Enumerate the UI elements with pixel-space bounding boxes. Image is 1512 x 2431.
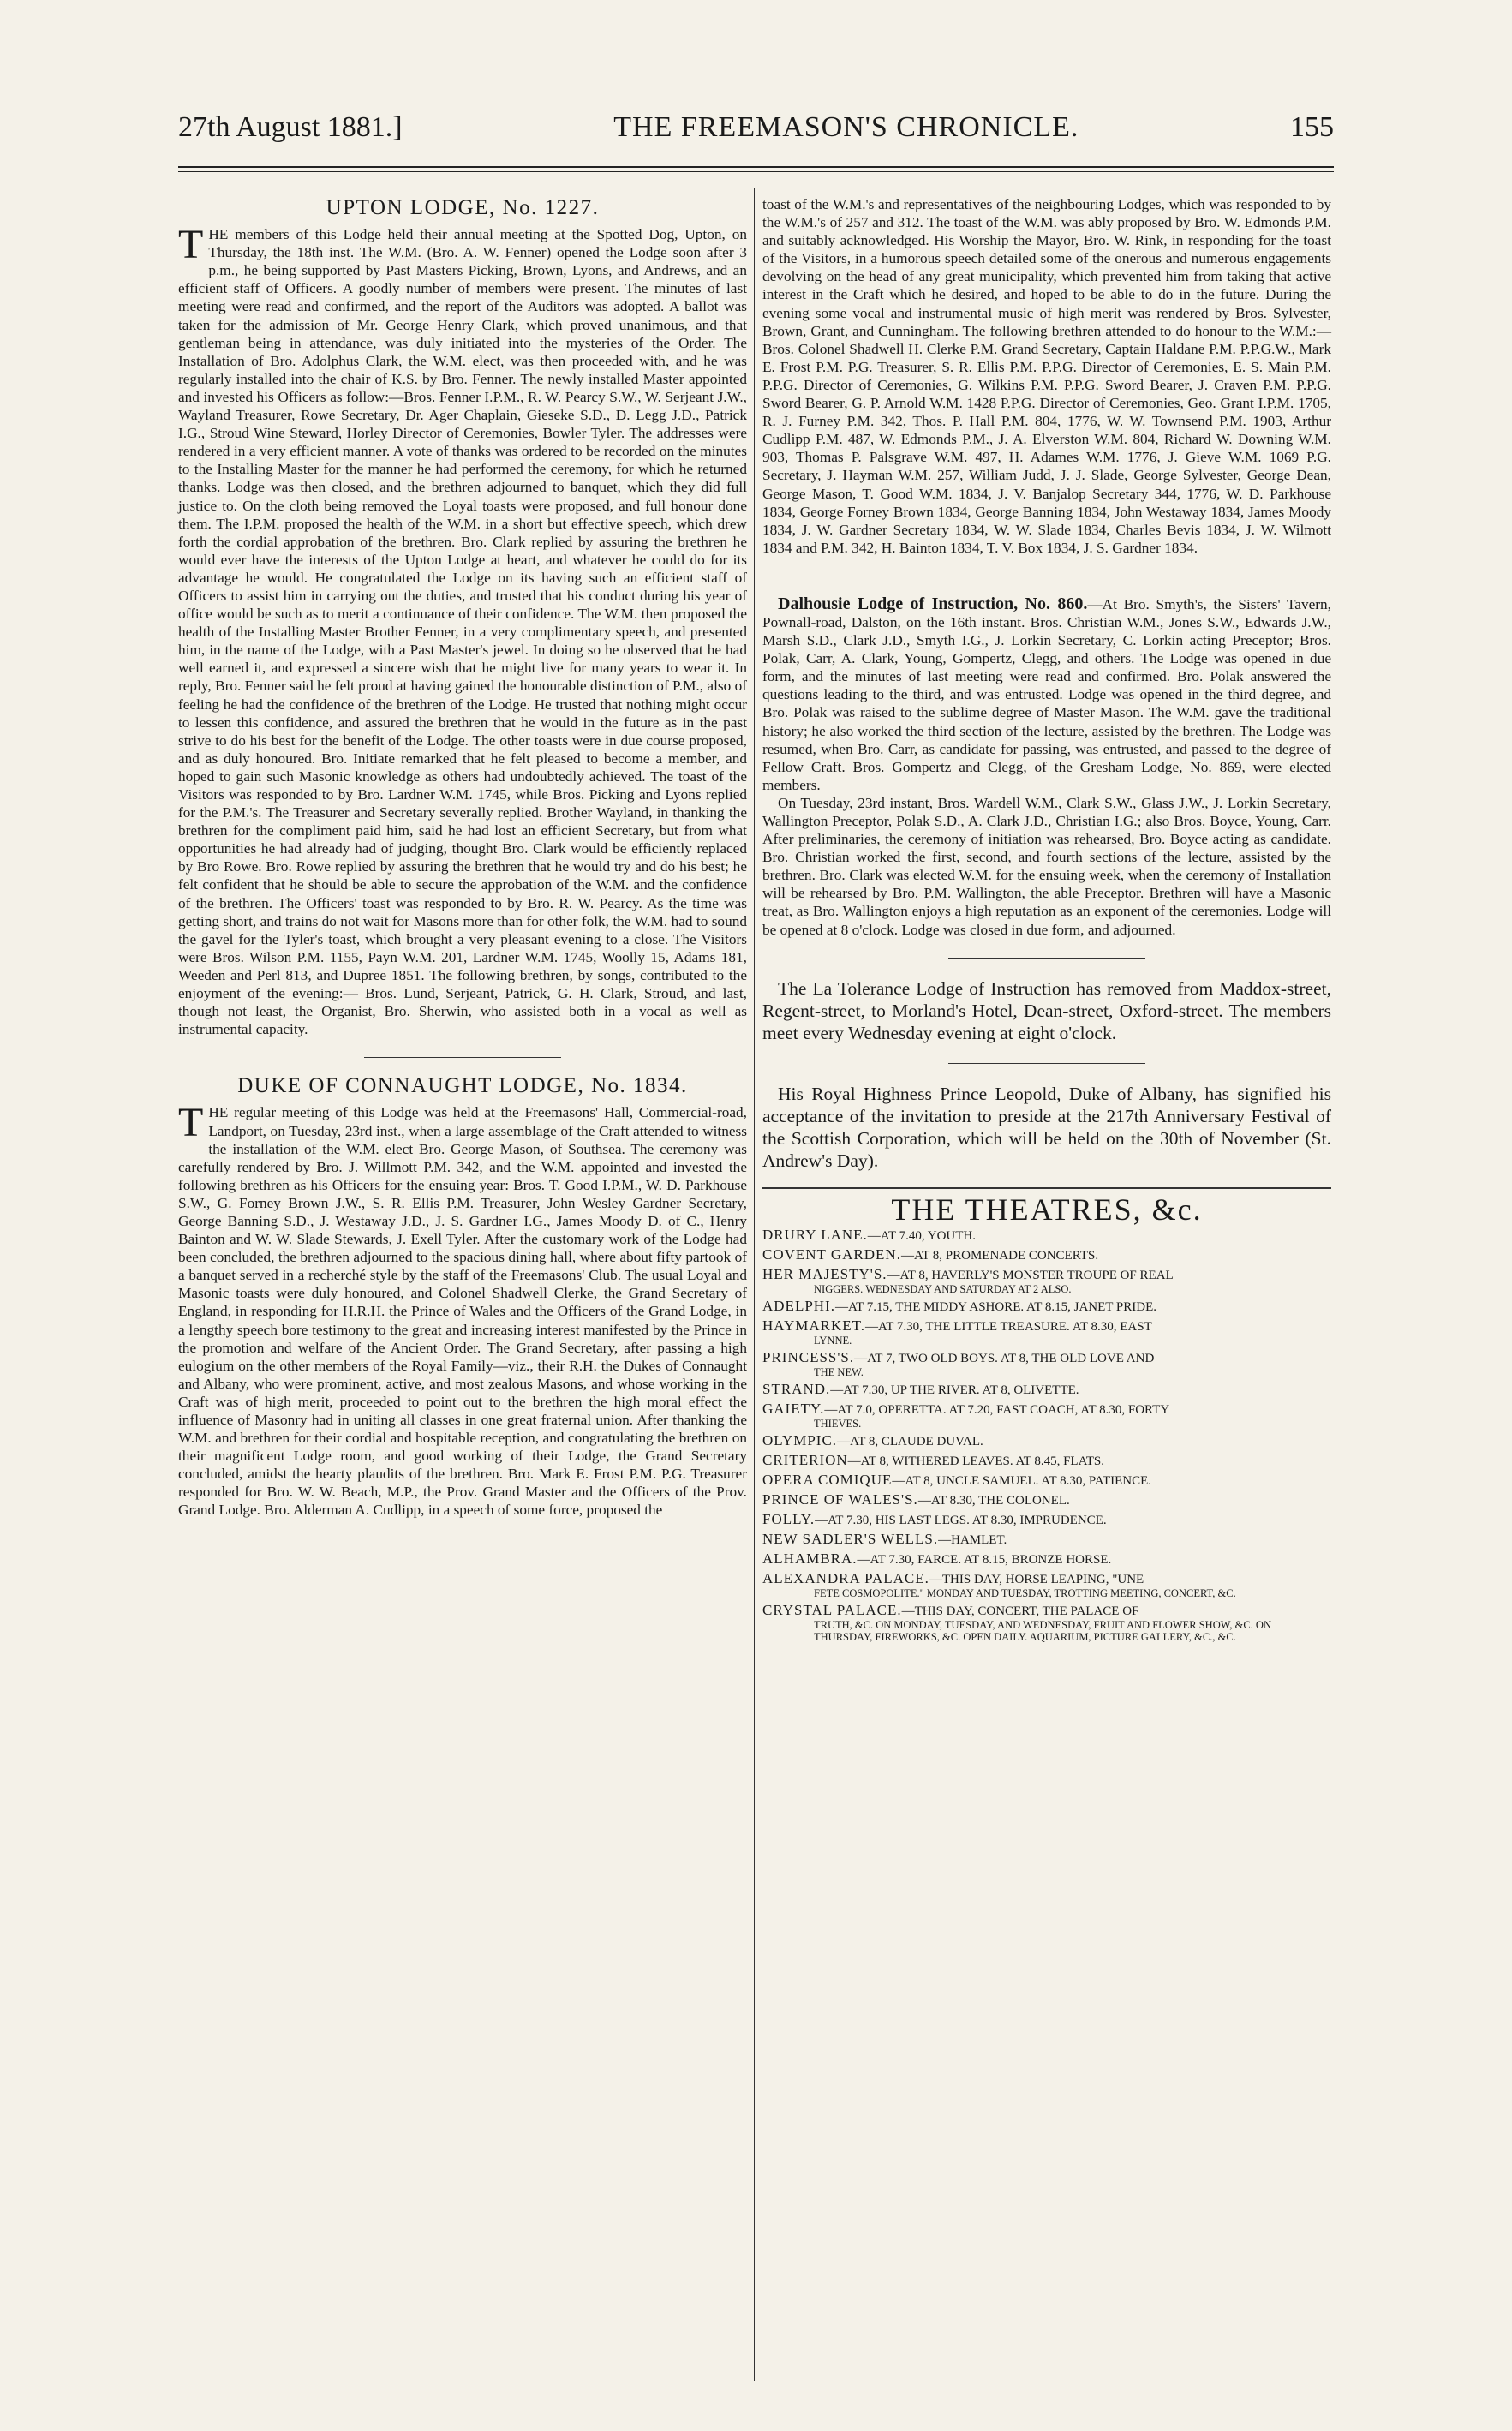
section-separator	[948, 958, 1145, 959]
theatre-programme: —AT 7.0, OPERETTA. AT 7.20, FAST COACH, AT 8.30, FORTY	[824, 1402, 1170, 1417]
theatre-name: COVENT GARDEN.	[762, 1245, 901, 1263]
theatre-name: PRINCESS'S.	[762, 1348, 855, 1365]
theatre-entry	[762, 1382, 1331, 1398]
theatre-programme: —THIS DAY, HORSE LEAPING, "UNE	[929, 1572, 1144, 1586]
theatre-programme: —AT 7.30, UP THE RIVER. AT 8, OLIVETTE.	[830, 1383, 1079, 1397]
theatre-name: HAYMARKET.	[762, 1317, 866, 1334]
theatre-name: ALHAMBRA.	[762, 1550, 858, 1567]
theatre-programme: —AT 8.30, THE COLONEL.	[917, 1493, 1070, 1508]
theatre-programme-continued: THIEVES.	[814, 1417, 862, 1430]
article-heading: DUKE OF CONNAUGHT LODGE, No. 1834.	[237, 1074, 688, 1098]
theatre-programme: —AT 7.40, YOUTH.	[867, 1228, 977, 1243]
article-text: HE regular meeting of this Lodge was held at the Freemasons' Hall, Commercial-road, Landport, on Tuesday, 23rd inst., when a large assemblage of the Craft attended to witness the installation of the W.M. elect Bro. George Mason, of Southsea. The ceremony was carefully rendered by Bro. J. Willmott P.M. 342, and the W.M. appointed and invested the following brethren as his Officers for the ensuing year: Bros. T. Good I.P.M., W. D. Parkhouse S.W., G. Forney Brown J.W., S. R. Ellis P.M. Treasurer, John Wesley Gardner Secretary, George Banning S.D., J. Westaway J.D., J. S. Gardner I.G., James Moody D. of C., Henry Bainton and W. W. Slade Stewards, J. Exell Tyler. After the customary work of the Lodge had been concluded, the brethren adjourned to the spacious dining hall, where about fifty partook of a banquet served in a recherché style by the staff of the Freemasons' Club. The usual Loyal and Masonic toasts were duly honoured, and Colonel Shadwell Clerke, the Grand Secretary of England, in responding for H.R.H. the Prince of Wales and the Officers of the Grand Lodge, in a lengthy speech bore testimony to the great and increasing interest manifested by the Prince in the promotion and welfare of the Ancient Order. The Grand Secretary, after passing a high eulogium on the other members of the Royal Family—viz., their R.H. the Dukes of Connaught and Albany, who were prominent, active, and most zealous Masons, and whose working in the Craft was of high merit, proceeded to point out to the brethren the high moral effect the influence of Masonry had in uniting all classes in one great fraternal union. After thanking the W.M. and brethren for their cordial and hospitable reception, and congratulating the brethren on their magnificent Lodge room, and good working of their Lodge, the Grand Secretary concluded, amidst the hearty plaudits of the brethren. Bro. Mark E. Frost P.M. P.G. Treasurer responded for Bro. W. W. Beach, M.P., the Prov. Grand Master and the Officers of the Prov. Grand Lodge. Bro. Alderman A. Cudlipp, in a speech of some force, proposed the	[178, 1104, 747, 1519]
section-separator	[364, 1057, 561, 1058]
article-upton-lodge	[178, 196, 747, 1038]
theatre-name: ALEXANDRA PALACE.	[762, 1569, 929, 1586]
theatre-programme: —AT 7.15, THE MIDDY ASHORE. AT 8.15, JANET PRIDE.	[834, 1299, 1156, 1314]
article-paragraph	[762, 595, 1331, 794]
theatre-name: CRYSTAL PALACE.	[762, 1601, 902, 1618]
notice-la-tolerance	[762, 977, 1331, 1044]
theatre-entry	[762, 1227, 1331, 1244]
theatre-entry	[762, 1453, 1331, 1469]
theatre-programme: —THIS DAY, CONCERT, THE PALACE OF	[901, 1604, 1139, 1618]
theatre-name: HER MAJESTY'S.	[762, 1265, 887, 1282]
theatre-entry	[762, 1532, 1331, 1548]
theatre-entry	[762, 1492, 1331, 1508]
section-separator-wide	[762, 1187, 1331, 1189]
theatre-entry	[762, 1267, 1331, 1295]
theatre-entry	[762, 1603, 1331, 1643]
publication-title: THE FREEMASON'S CHRONICLE.	[613, 111, 1079, 143]
column-divider	[754, 188, 755, 2381]
theatre-name: OLYMPIC.	[762, 1431, 838, 1448]
theatre-entry	[762, 1551, 1331, 1568]
theatre-programme: —AT 7, TWO OLD BOYS. AT 8, THE OLD LOVE AND	[854, 1351, 1155, 1365]
theatre-programme-continued: NIGGERS. WEDNESDAY AND SATURDAY AT 2 ALSO.	[814, 1282, 1072, 1295]
article-paragraph	[178, 222, 747, 1038]
theatre-entry	[762, 1433, 1331, 1449]
article-duke-of-connaught-lodge	[178, 1074, 747, 1519]
drop-cap: T	[178, 222, 204, 268]
continued-paragraph: toast of the W.M.'s and representatives of the neighbouring Lodges, which was responded to by the W.M.'s of 257 and 312. The toast of the W.M. was ably proposed by Bro. W. Edmonds P.M. and suitably acknowledged. His Worship the Mayor, Bro. W. Rink, in responding for the toast of the Visitors, in a humorous speech detailed some of the onerous and numerous engagements devolving on the head of any great municipality, which prevented him from taking that active interest in the Craft which he desired, and hoped to be able to do in the future. During the evening some vocal and instrumental music of high merit was rendered by Bros. Sylvester, Brown, Grant, and Cunningham. The following brethren attended to do honour to the W.M.:—Bros. Colonel Shadwell H. Clerke P.M. Grand Secretary, Captain Haldane P.M. P.P.G.W., Mark E. Frost P.M. P.G. Treasurer, S. R. Ellis P.M. P.P.G. Director of Ceremonies, E. S. Main P.M. P.P.G. Director of Ceremonies, G. Wilkins P.M. P.P.G. Sword Bearer, J. Craven P.M. P.P.G. Sword Bearer, G. P. Arnold W.M. 1428 P.P.G. Director of Ceremonies, Geo. Grant I.P.M. 1705, R. J. Furney P.M. 342, Thos. P. Hall P.M. 804, 1776, W. W. Townsend P.M. 1903, Arthur Cudlipp P.M. 487, W. Edmonds P.M., J. A. Elverston W.M. 804, Richard W. Downing W.M. 903, Thomas P. Palsgrave W.M. 497, H. Adames W.M. 1776, J. Gieve W.M. 1069 P.G. Secretary, J. Hayman W.M. 257, William Judd, J. J. Slade, George Sylvester, George Dean, George Mason, T. Good W.M. 1834, J. V. Banjalop Secretary 344, 1776, W. D. Parkhouse 1834, George Forney Brown 1834, George Banning 1834, John Westaway 1834, James Moody 1834, J. W. Gardner Secretary 1834, W. W. Slade 1834, Charles Bevis 1834, J. W. Wilmott 1834 and P.M. 342, H. Bainton 1834, T. V. Box 1834, J. S. Gardner 1834.	[762, 196, 1331, 556]
theatres-heading: THE THEATRES, &c.	[891, 1192, 1203, 1227]
page-number: 155	[1289, 111, 1334, 143]
lodge-heading: Dalhousie Lodge of Instruction, No. 860.	[778, 594, 1088, 613]
theatre-entry	[762, 1318, 1331, 1347]
notice-text: His Royal Highness Prince Leopold, Duke of Albany, has signified his acceptance of the invitation to preside at the 217th Anniversary Festival of the Scottish Corporation, which will be held on the 30th of November (St. Andrew's Day).	[762, 1083, 1331, 1171]
theatre-programme: —HAMLET.	[938, 1532, 1007, 1547]
theatre-programme-continued: THE NEW.	[814, 1365, 864, 1378]
section-separator	[948, 1063, 1145, 1064]
theatre-programme: —AT 8, WITHERED LEAVES. AT 8.45, FLATS.	[847, 1454, 1104, 1468]
drop-cap: T	[178, 1100, 204, 1146]
theatre-programme-continued: TRUTH, &C. ON MONDAY, TUESDAY, AND WEDNESDAY, FRUIT AND FLOWER SHOW, &C. ON THURSDAY, FIREWORKS, &C. OPEN DAILY. AQUARIUM, PICTURE GALLERY, &C., &C.	[814, 1618, 1271, 1643]
page-header	[178, 111, 1334, 159]
theatre-programme: —AT 7.30, THE LITTLE TREASURE. AT 8.30, EAST	[865, 1319, 1152, 1334]
theatre-name: NEW SADLER'S WELLS.	[762, 1530, 939, 1547]
theatres-listing	[762, 1192, 1331, 1643]
issue-date: 27th August 1881.]	[178, 111, 403, 143]
notice-text: The La Tolerance Lodge of Instruction has removed from Maddox-street, Regent-street, to Morland's Hotel, Dean-street, Oxford-street. The members meet every Wednesday evening at eight o'clock.	[762, 977, 1331, 1043]
header-rule-top	[178, 166, 1334, 168]
theatre-programme: —AT 7.30, HIS LAST LEGS. AT 8.30, IMPRUDENCE.	[815, 1513, 1107, 1527]
theatre-name: DRURY LANE.	[762, 1226, 868, 1243]
left-column	[178, 195, 747, 1520]
theatre-list	[762, 1227, 1331, 1643]
theatre-programme: —AT 8, UNCLE SAMUEL. AT 8.30, PATIENCE.	[892, 1473, 1152, 1488]
notice-prince-leopold	[762, 1083, 1331, 1172]
article-heading: UPTON LODGE, No. 1227.	[326, 196, 600, 219]
theatre-name: CRITERION	[762, 1451, 848, 1468]
theatre-programme: —AT 8, PROMENADE CONCERTS.	[900, 1248, 1099, 1263]
theatre-entry	[762, 1299, 1331, 1315]
theatre-programme-continued: FETE COSMOPOLITE." MONDAY AND TUESDAY, TROTTING MEETING, CONCERT, &C.	[814, 1586, 1236, 1599]
theatre-entry	[762, 1247, 1331, 1263]
header-rule-bottom	[178, 171, 1334, 172]
right-column	[762, 195, 1331, 1646]
theatre-name: ADELPHI.	[762, 1297, 835, 1314]
theatre-name: FOLLY.	[762, 1510, 816, 1527]
theatre-programme-continued: LYNNE.	[814, 1334, 852, 1347]
theatre-programme: —AT 8, HAVERLY'S MONSTER TROUPE OF REAL	[887, 1268, 1174, 1282]
article-dalhousie-lodge	[762, 595, 1331, 939]
theatre-programme: —AT 8, CLAUDE DUVAL.	[837, 1434, 983, 1448]
theatre-name: OPERA COMIQUE	[762, 1471, 893, 1488]
theatre-name: PRINCE OF WALES'S.	[762, 1490, 918, 1508]
article-paragraph	[178, 1100, 747, 1519]
article-text: —At Bro. Smyth's, the Sisters' Tavern, Pownall-road, Dalston, on the 16th instant. Bros. Christian W.M., Jones S.W., Edwards J.W., Marsh S.D., Clark J.D., Smyth I.G., J. Lorkin Secretary, C. Lorkin acting Preceptor; Bros. Polak, Carr, A. Clark, Young, Gompertz, Clegg, and others. The Lodge was opened in due form, and the minutes of last meeting were read and confirmed. Bro. Polak answered the questions leading to the third, and was entrusted. Lodge was opened in the third degree, and Bro. Polak was raised to the sublime degree of Master Mason. The W.M. gave the traditional history; he also worked the third section of the lecture, assisted by the brethren. The Lodge was resumed, when Bro. Carr, as candidate for passing, was entrusted, and passed to the degree of Fellow Craft. Bros. Gompertz and Clegg, of the Gresham Lodge, No. 869, were elected members.	[762, 595, 1331, 793]
theatre-entry	[762, 1512, 1331, 1528]
theatre-name: STRAND.	[762, 1380, 831, 1397]
theatre-entry	[762, 1571, 1331, 1599]
theatre-entry	[762, 1350, 1331, 1378]
theatre-entry	[762, 1401, 1331, 1430]
article-text: HE members of this Lodge held their annual meeting at the Spotted Dog, Upton, on Thursday, the 18th inst. The W.M. (Bro. A. W. Fenner) opened the Lodge soon after 3 p.m., he being supported by Past Masters Picking, Brown, Lyons, and Andrews, and an efficient staff of Officers. A goodly number of members were present. The minutes of last meeting were read and confirmed, and the report of the Auditors was adopted. A ballot was taken for the admission of Mr. George Henry Clark, which proved unanimous, and that gentleman being in attendance, was duly initiated into the mysteries of the Order. The Installation of Bro. Adolphus Clark, the W.M. elect, was then proceeded with, and he was regularly installed into the chair of K.S. by Bro. Fenner. The newly installed Master appointed and invested his Officers as follow:—Bros. Fenner I.P.M., R. W. Pearcy S.W., W. Serjeant J.W., Wayland Treasurer, Rowe Secretary, Dr. Ager Chaplain, Gieseke S.D., D. Legg J.D., Patrick I.G., Stroud Wine Steward, Horley Director of Ceremonies, Bowler Tyler. The addresses were rendered in a very efficient manner. A vote of thanks was ordered to be recorded on the minutes to the Installing Master for the manner he had performed the ceremony, for which he returned thanks. Lodge was then closed, and the brethren adjourned to banquet, which they did full justice to. On the cloth being removed the Loyal toasts were proposed, and full honour done them. The I.P.M. proposed the health of the W.M. in a short but effective speech, which drew forth the cordial approbation of the brethren. Bro. Clark replied by assuring the brethren he would ever have the interests of the Upton Lodge at heart, and whatever he could do for its advantage he would. He congratulated the Lodge on its having such an efficient staff of Officers to assist him in carrying out the duties, and trusted that his conduct during his year of office would be such as to merit a continuance of their confidence. The W.M. then proposed the health of the Installing Master Brother Fenner, in a very complimentary speech, and presented him, in the name of the Lodge, with a Past Master's jewel. In doing so he observed that he had well earned it, and expressed a sincere wish that he might live for many years to wear it. In reply, Bro. Fenner said he felt proud at having gained the honourable distinction of P.M., also of feeling he had the confidence of the brethren of the Lodge. He trusted that nothing might occur to lessen this confidence, and assured the brethren that he would in the future as in the past strive to do his best for the benefit of the Lodge. The other toasts were in due course proposed, and as duly honoured. Bro. Initiate remarked that he felt pleased to become a member, and hoped to gain such Masonic knowledge as others had undoubtedly achieved. The toast of the Visitors was responded to by Bro. Lardner W.M. 1745, while Bros. Picking and Lyons replied for the P.M.'s. The Treasurer and Secretary severally replied. Brother Wayland, in thanking the brethren for the compliment paid him, said he had lost an efficient Secretary, but from what opportunities he had already had of judging, thought Bro. Clark would be efficiently replaced by Bro Rowe. Bro. Rowe replied by assuring the brethren that he would try and do his best; he felt confident that he should be able to secure the approbation of the W.M. and the confidence of the brethren. The Officers' toast was responded to by Bro. R. W. Pearcy. As the time was getting short, and trains do not wait for Masons more than for other folk, the W.M. had to sound the gavel for the Tyler's toast, which brought a very pleasant evening to a close. The Visitors were Bros. Wilson P.M. 1155, Payn W.M. 201, Lardner W.M. 1745, Woolly 15, Adams 181, Weeden and Perl 813, and Dupree 1851. The following brethren, by songs, contributed to the enjoyment of the evening:— Bros. Lund, Serjeant, Patrick, G. H. Clark, Stroud, and last, though not least, the Organist, Bro. Sherwin, who assisted both in a vocal as well as instrumental capacity.	[178, 226, 747, 1038]
theatre-entry	[762, 1472, 1331, 1489]
article-paragraph: On Tuesday, 23rd instant, Bros. Wardell W.M., Clark S.W., Glass J.W., J. Lorkin Secretary, Wallington Preceptor, Polak S.D., A. Clark J.D., Christian I.G.; also Bros. Boyce, Young, Carr. After preliminaries, the ceremony of initiation was rehearsed, Bro. Boyce acting as candidate. Bro. Christian worked the first, second, and fourth sections of the lecture, assisted by the brethren. Bro. Clark was elected W.M. for the ensuing week, when the ceremony of Installation will be rehearsed by Bro. P.M. Wallington, the able Preceptor. Brethren will have a Masonic treat, as Bro. Wallington enjoys a high reputation as an exponent of the ceremonies. Lodge will be opened at 8 o'clock. Lodge was closed in due form, and adjourned.	[762, 794, 1331, 938]
theatre-name: GAIETY.	[762, 1400, 825, 1417]
theatre-programme: —AT 7.30, FARCE. AT 8.15, BRONZE HORSE.	[857, 1552, 1112, 1567]
